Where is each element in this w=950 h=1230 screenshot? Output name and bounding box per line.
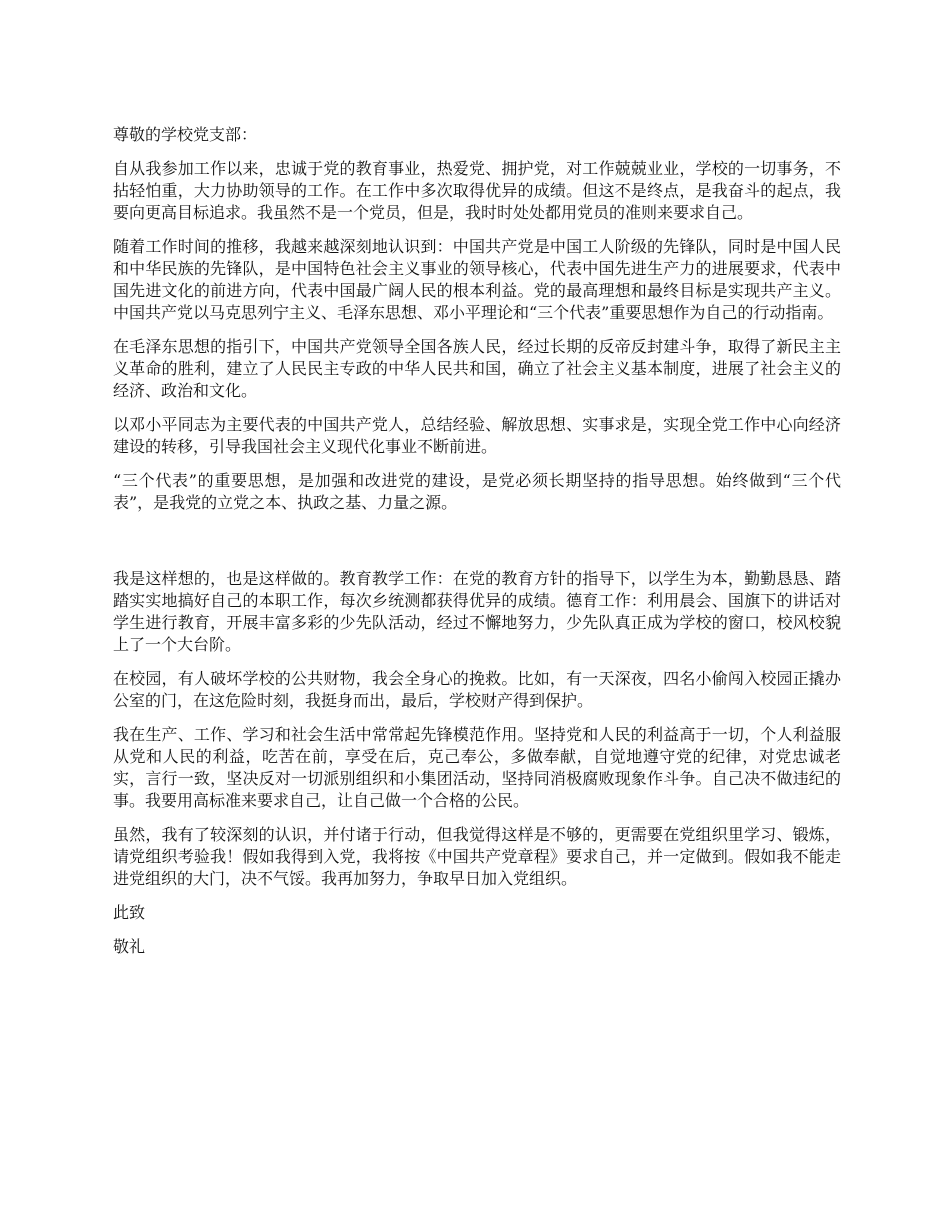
closing-jingli: 敬礼: [113, 937, 146, 956]
letter-body: [113, 124, 841, 970]
paragraph-understanding: 随着工作时间的推移，我越来越深刻地认识到：中国共产党是中国工人阶级的先锋队，同时是中国人民和中华民族的先锋队，是中国特色社会主义事业的领导核心，代表中国先进生产力的进展要求，代表中国先进文化的前进方向，代表中国最广阔人民的根本利益。党的最高理想和最终目标是实现共产主义。中国共产党以马克思列宁主义、毛泽东思想、邓小平理论和“三个代表”重要思想作为自己的行动指南。: [113, 237, 841, 322]
paragraph-commitment: 自从我参加工作以来，忠诚于党的教育事业，热爱党、拥护党，对工作兢兢业业，学校的一切事务，不拈轻怕重，大力协助领导的工作。在工作中多次取得优异的成绩。但这不是终点，是我奋斗的起点，我要向更高目标追求。我虽然不是一个党员，但是，我时时处处都用党员的准则来要求自己。: [113, 159, 841, 222]
paragraph-vanguard-role: 我在生产、工作、学习和社会生活中常常起先锋模范作用。坚持党和人民的利益高于一切，个人利益服从党和人民的利益，吃苦在前，享受在后，克己奉公，多做奉献，自觉地遵守党的纪律，对党忠诚老实，言行一致，坚决反对一切派别组织和小集团活动，坚持同消极腐败现象作斗争。自己决不做违纪的事。我要用高标准来要求自己，让自己做一个合格的公民。: [113, 725, 841, 810]
paragraph-application-request: 虽然，我有了较深刻的认识，并付诸于行动，但我觉得这样是不够的，更需要在党组织里学习、锻炼，请党组织考验我！假如我得到入党，我将按《中国共产党章程》要求自己，并一定做到。假如我不能走进党组织的大门，决不气馁。我再加努力，争取早日加入党组织。: [113, 825, 841, 888]
paragraph-three-represents: “三个代表”的重要思想，是加强和改进党的建设，是党必须长期坚持的指导思想。始终做到“三个代表”，是我党的立党之本、执政之基、力量之源。: [113, 471, 841, 512]
paragraph-campus-protection: 在校园，有人破坏学校的公共财物，我会全身心的挽救。比如，有一天深夜，四名小偷闯入校园正撬办公室的门，在这危险时刻，我挺身而出，最后，学校财产得到保护。: [113, 669, 841, 710]
salutation: 尊敬的学校党支部：: [113, 125, 258, 144]
section-gap: [113, 526, 841, 568]
paragraph-deng-theory: 以邓小平同志为主要代表的中国共产党人，总结经验、解放思想、实事求是，实现全党工作中心向经济建设的转移，引导我国社会主义现代化事业不断前进。: [113, 415, 841, 456]
paragraph-teaching-work: 我是这样想的，也是这样做的。教育教学工作：在党的教育方针的指导下，以学生为本，勤勤恳恳、踏踏实实地搞好自己的本职工作，每次乡统测都获得优异的成绩。德育工作：利用晨会、国旗下的讲话对学生进行教育，开展丰富多彩的少先队活动，经过不懈地努力，少先队真正成为学校的窗口，校风校貌上了一个大台阶。: [113, 569, 841, 654]
closing-cizhi: 此致: [113, 903, 146, 922]
paragraph-mao-thought: 在毛泽东思想的指引下，中国共产党领导全国各族人民，经过长期的反帝反封建斗争，取得了新民主主义革命的胜利，建立了人民民主专政的中华人民共和国，确立了社会主义基本制度，进展了社会主义的经济、政治和文化。: [113, 337, 841, 400]
